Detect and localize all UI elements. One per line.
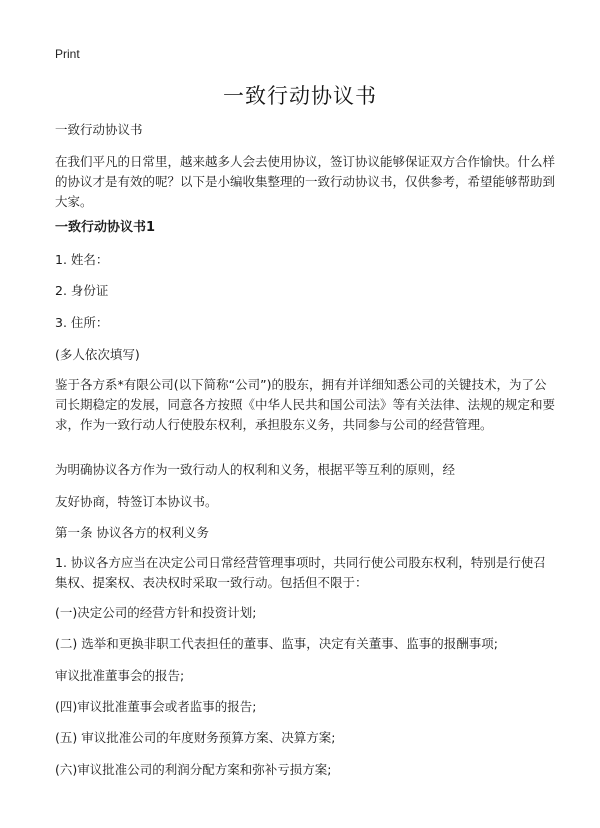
list-item: (二) 选举和更换非职工代表担任的董事、监事，决定有关董事、监事的报酬事项;	[55, 636, 498, 651]
field-name: 1. 姓名：	[55, 252, 109, 267]
paragraph-recitals: 鉴于各方系*有限公司(以下简称“公司”)的股东，拥有并详细知悉公司的关键技术，为了公司长期稳定的发展，同意各方按照《中华人民共和国公司法》等有关法律、法规的规定和要求，作为一致行动人行使股东权利，承担股东义务，共同参与公司的经营管理。	[55, 377, 556, 432]
list-item: (五) 审议批准公司的年度财务预算方案、决算方案;	[55, 730, 336, 745]
intro-paragraph: 在我们平凡的日常里，越来越多人会去使用协议，签订协议能够保证双方合作愉快。什么样的协议才是有效的呢？以下是小编收集整理的一致行动协议书，仅供参考，希望能够帮助到大家。	[55, 154, 556, 209]
list-item: (一)决定公司的经营方针和投资计划;	[55, 605, 257, 620]
field-address: 3. 住所：	[55, 315, 109, 330]
document-subtitle: 一致行动协议书	[55, 122, 143, 137]
document-title: 一致行动协议书	[223, 84, 377, 108]
list-item: 审议批准董事会的报告;	[55, 668, 185, 683]
field-id: 2. 身份证	[55, 283, 109, 298]
list-item: (四)审议批准董事会或者监事的报告;	[55, 699, 257, 714]
list-item: (六)审议批准公司的利润分配方案和弥补亏损方案;	[55, 762, 332, 777]
article-1-title: 第一条 协议各方的权利义务	[55, 525, 209, 540]
print-link[interactable]: Print	[55, 47, 80, 61]
article-1-clause-1: 1. 协议各方应当在决定公司日常经营管理事项时，共同行使公司股东权利，特别是行使召集权、提案权、表决权时采取一致行动。包括但不限于：	[55, 555, 546, 590]
fill-note: (多人依次填写)	[55, 347, 140, 362]
section-heading: 一致行动协议书1	[55, 220, 156, 235]
paragraph-purpose-line-2: 友好协商，特签订本协议书。	[55, 494, 218, 509]
paragraph-purpose-line-1: 为明确协议各方作为一致行动人的权利和义务，根据平等互利的原则，经	[55, 462, 456, 477]
